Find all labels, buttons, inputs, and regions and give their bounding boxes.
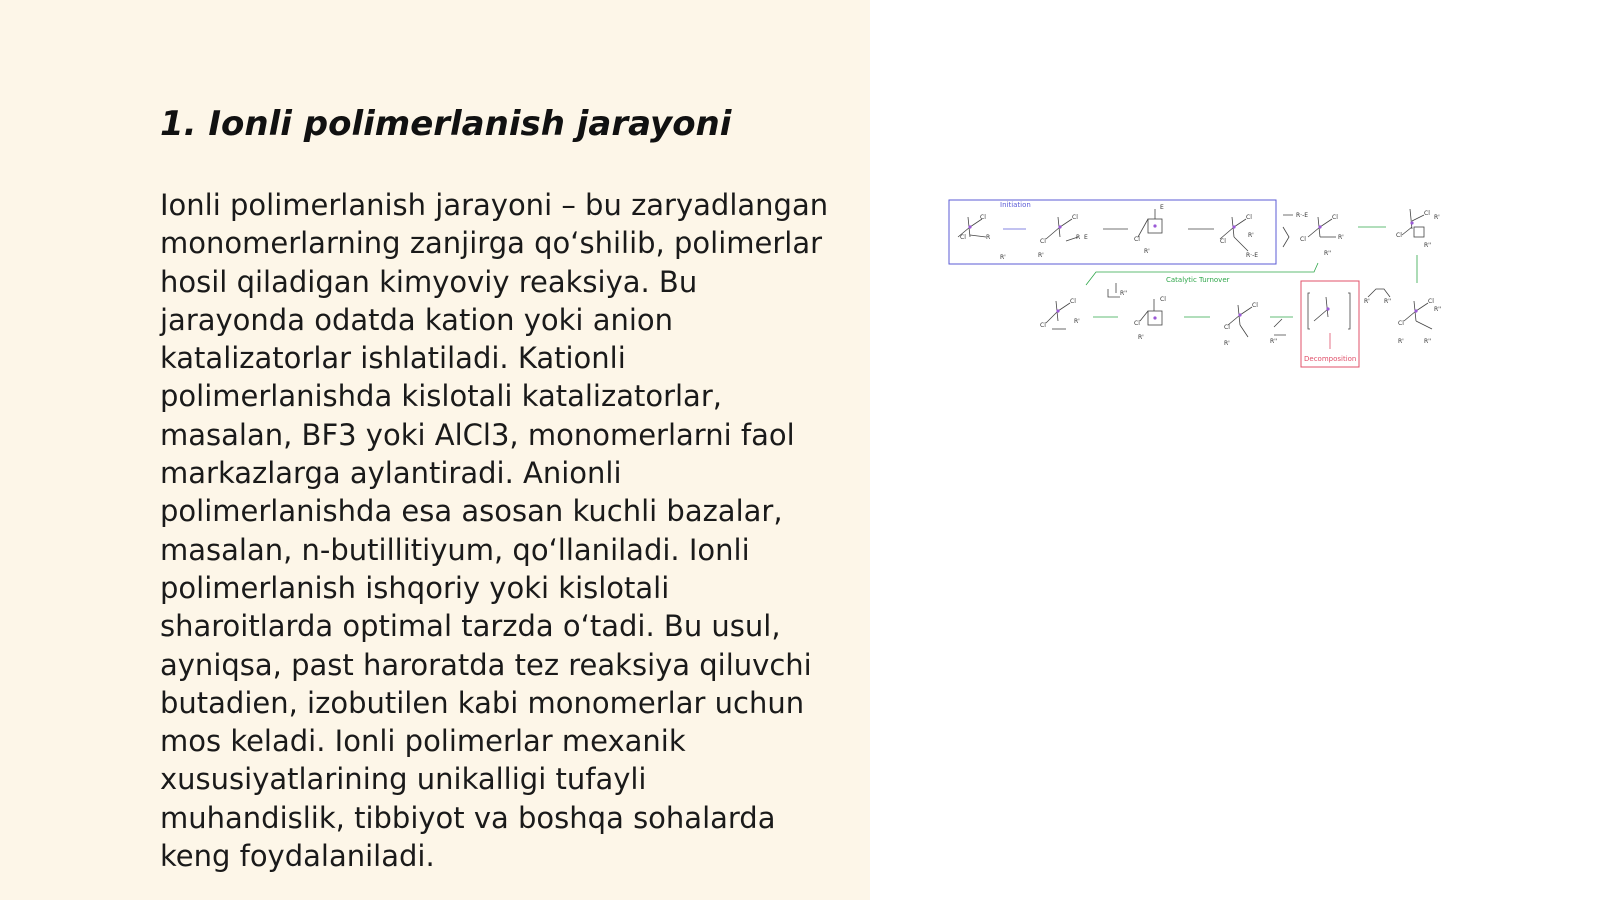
svg-text:R': R' xyxy=(1224,340,1230,347)
reaction-mechanism-diagram xyxy=(948,197,1458,377)
complex-4 xyxy=(1220,217,1248,251)
svg-text:Cl: Cl xyxy=(1040,322,1046,329)
complex-3 xyxy=(1138,209,1162,237)
svg-text:R'': R'' xyxy=(1424,338,1432,345)
svg-text:R': R' xyxy=(1000,254,1006,261)
svg-text:R': R' xyxy=(1248,232,1254,239)
svg-text:R·-E: R·-E xyxy=(1246,252,1259,259)
svg-text:Cl: Cl xyxy=(1134,236,1140,243)
svg-text:E: E xyxy=(1084,234,1088,241)
slide-body-text: Ionli polimerlanish jarayoni – bu zaryadlangan monomerlarning zanjirga qo‘shilib, polimerlar hosil qiladigan kimyoviy reaksiya. Bu jarayonda odatda kation yoki anion katalizatorlar ishlatiladi. Kationli polimerlanishda kislotali katalizatorlar, masalan, BF3 yoki AlCl3, monomerlarni faol markazlarga aylantiradi. Anionli polimerlanishda esa asosan kuchli bazalar, masalan, n-butillitiyum, qo‘llaniladi. Ionli polimerlanish ishqoriy yoki kislotali sharoitlarda optimal tarzda o‘tadi. Bu usul, ayniqsa, past haroratda tez reaksiya qiluvchi butadien, izobutilen kabi monomerlar uchun mos keladi. Ionli polimerlar mexanik xususiyatlarining unikalligi tufayli muhandislik, tibbiyot va boshqa sohalarda keng foydalaniladi. xyxy=(160,188,829,874)
svg-text:R'': R'' xyxy=(1120,290,1128,297)
svg-text:R': R' xyxy=(1434,214,1440,221)
svg-text:R'': R'' xyxy=(1434,306,1442,313)
decomposition-label: Decomposition xyxy=(1304,355,1357,363)
svg-text:Cl: Cl xyxy=(1220,238,1226,245)
svg-text:R': R' xyxy=(1338,234,1344,241)
initiation-box xyxy=(949,200,1276,264)
svg-text:R': R' xyxy=(1364,298,1370,305)
svg-text:R': R' xyxy=(1038,252,1044,259)
svg-text:R'': R'' xyxy=(1270,338,1278,345)
svg-text:Cl: Cl xyxy=(960,234,966,241)
svg-text:R': R' xyxy=(1398,338,1404,345)
svg-text:R': R' xyxy=(1144,248,1150,255)
svg-text:R·-E: R·-E xyxy=(1296,212,1309,219)
svg-text:R'': R'' xyxy=(1384,298,1392,305)
svg-text:R': R' xyxy=(1074,318,1080,325)
svg-text:Cl: Cl xyxy=(1246,214,1252,221)
svg-text:Cl: Cl xyxy=(1396,232,1402,239)
svg-text:R: R xyxy=(986,234,991,241)
svg-text:Cl: Cl xyxy=(1398,320,1404,327)
svg-text:R'': R'' xyxy=(1424,242,1432,249)
slide-title: 1. Ionli polimerlanish jarayoni xyxy=(160,104,732,144)
svg-text:Cl: Cl xyxy=(1072,214,1078,221)
svg-text:R'': R'' xyxy=(1324,250,1332,257)
svg-text:R': R' xyxy=(1138,334,1144,341)
svg-text:Cl: Cl xyxy=(1332,214,1338,221)
svg-text:Cl: Cl xyxy=(1300,236,1306,243)
svg-text:R: R xyxy=(1076,234,1081,241)
initiation-label: Initiation xyxy=(1000,201,1031,209)
svg-text:Cl: Cl xyxy=(1224,324,1230,331)
svg-text:Cl: Cl xyxy=(1252,302,1258,309)
svg-text:Cl: Cl xyxy=(1070,298,1076,305)
svg-text:Cl: Cl xyxy=(1040,238,1046,245)
svg-text:Cl: Cl xyxy=(1160,296,1166,303)
svg-text:Cl: Cl xyxy=(1428,298,1434,305)
svg-text:E: E xyxy=(1160,204,1164,211)
svg-text:Cl: Cl xyxy=(980,214,986,221)
turnover-label: Catalytic Turnover xyxy=(1166,276,1230,284)
svg-text:Cl: Cl xyxy=(1424,210,1430,217)
svg-text:Cl: Cl xyxy=(1134,320,1140,327)
image-panel xyxy=(870,0,1600,900)
